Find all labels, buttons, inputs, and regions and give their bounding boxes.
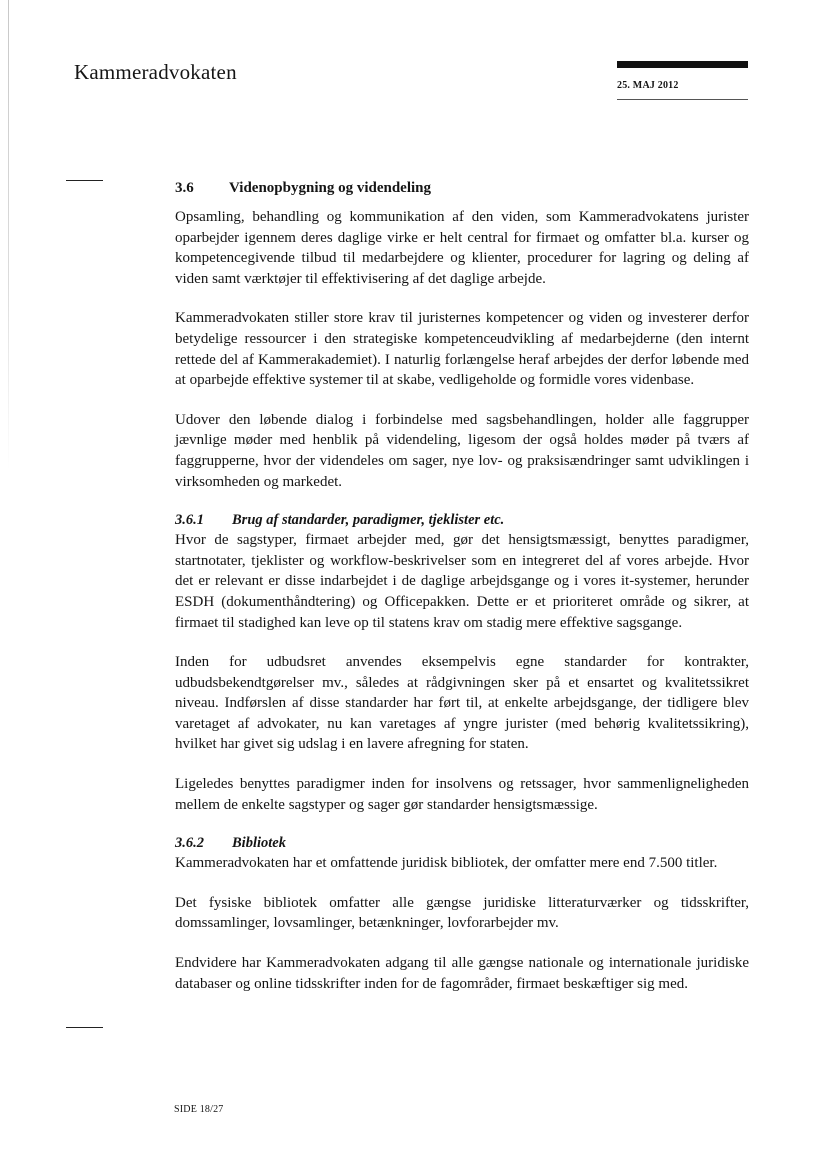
document-date: 25. MAJ 2012 xyxy=(617,80,679,91)
section-title: Videnopbygning og videndeling xyxy=(229,180,432,196)
subsection-paragraph: Det fysiske bibliotek omfatter alle gængse juridiske litteraturværker og tidsskrifter, domssamlinger, lovsamlinger, betænkninger, lovforarbejder mv. xyxy=(175,894,749,932)
date-bar xyxy=(617,61,748,68)
subsection-title: Brug af standarder, paradigmer, tjeklister etc. xyxy=(232,512,505,529)
page-number: SIDE 18/27 xyxy=(174,1104,224,1115)
document-body xyxy=(175,178,749,1013)
subsection-title: Bibliotek xyxy=(232,835,286,852)
subsection-paragraph: Ligeledes benyttes paradigmer inden for insolvens og retssager, hvor sammenligneligheden mellem de enkelte sagstyper og sager gør standarder hensigtsmæssige. xyxy=(175,776,749,813)
date-rule xyxy=(617,99,748,100)
subsection-paragraph: Endvidere har Kammeradvokaten adgang til alle gængse nationale og internationale juridiske databaser og online tidsskrifter inden for de fagområder, firmaet beskæftiger sig med. xyxy=(175,955,749,992)
subsection-paragraph: Hvor de sagstyper, firmaet arbejder med, gør det hensigtsmæssigt, benyttes paradigmer, startnotater, tjeklister og workflow-beskrivelser som en integreret del af vores arbejde. Hvor det er relevant er disse indarbejdet i de daglige arbejdsgange og i vores it-systemer, herunder ESDH (dokumenthåndtering) og Officepakken. Dette er et prioriteret område og sikrer, at firmaet til stadighed kan leve op til statens krav om stadig mere effektive sagsgange. xyxy=(175,532,749,631)
section-paragraph: Opsamling, behandling og kommunikation af den viden, som Kammeradvokatens jurister oparbejder igennem deres daglige virke er helt central for firmaet og omfatter bl.a. kurser og kompetencegivende tilbud til medarbejdere og klienter, procedurer for lagring og deling af viden samt værktøjer til effektivisering af det daglige arbejde. xyxy=(175,209,749,287)
subsection-heading xyxy=(175,834,749,853)
subsection-number: 3.6.1 xyxy=(175,512,204,529)
section-paragraph: Kammeradvokaten stiller store krav til juristernes kompetencer og viden og investerer derfor betydelige ressourcer i den strategiske kompetenceudvikling af medarbejderne (den internt rettede del af Kammerakademiet). I naturlig forlængelse heraf arbejdes der derfor løbende med at oparbejde effektive systemer til at skabe, vedligeholde og formidle vores videnbase. xyxy=(175,310,749,389)
organization-name: Kammeradvokaten xyxy=(74,60,237,84)
scan-edge-line xyxy=(8,0,9,470)
subsection-paragraph: Inden for udbudsret anvendes eksempelvis egne standarder for kontrakter, udbudsbekendtgørelser mv., således at rådgivningen sker på et ensartet og kvalitetssikret niveau. Indførslen af disse standarder har ført til, at enkelte arbejdsgange, der tidligere blev varetaget af advokater, nu kan varetages af yngre jurister (med behørig kvalitetssikring), hvilket har givet sig udslag i en lavere afregning for staten. xyxy=(175,654,749,753)
margin-mark-bottom xyxy=(66,1027,103,1028)
subsection-heading xyxy=(175,511,749,530)
section-paragraph: Udover den løbende dialog i forbindelse med sagsbehandlingen, holder alle faggrupper jævnlige møder med henblik på videndeling, ligesom der også holdes møder på tværs af faggrupperne, hvor der videndeles om sager, nye lov- og praksisændringer samt udviklingen i virksomheden og markedet. xyxy=(175,411,749,490)
subsection-paragraph: Kammeradvokaten har et omfattende juridisk bibliotek, der omfatter mere end 7.500 titler. xyxy=(175,855,718,872)
section-number: 3.6 xyxy=(175,180,194,196)
section-heading xyxy=(175,178,749,198)
margin-mark-top xyxy=(66,180,103,181)
subsection-number: 3.6.2 xyxy=(175,835,204,852)
